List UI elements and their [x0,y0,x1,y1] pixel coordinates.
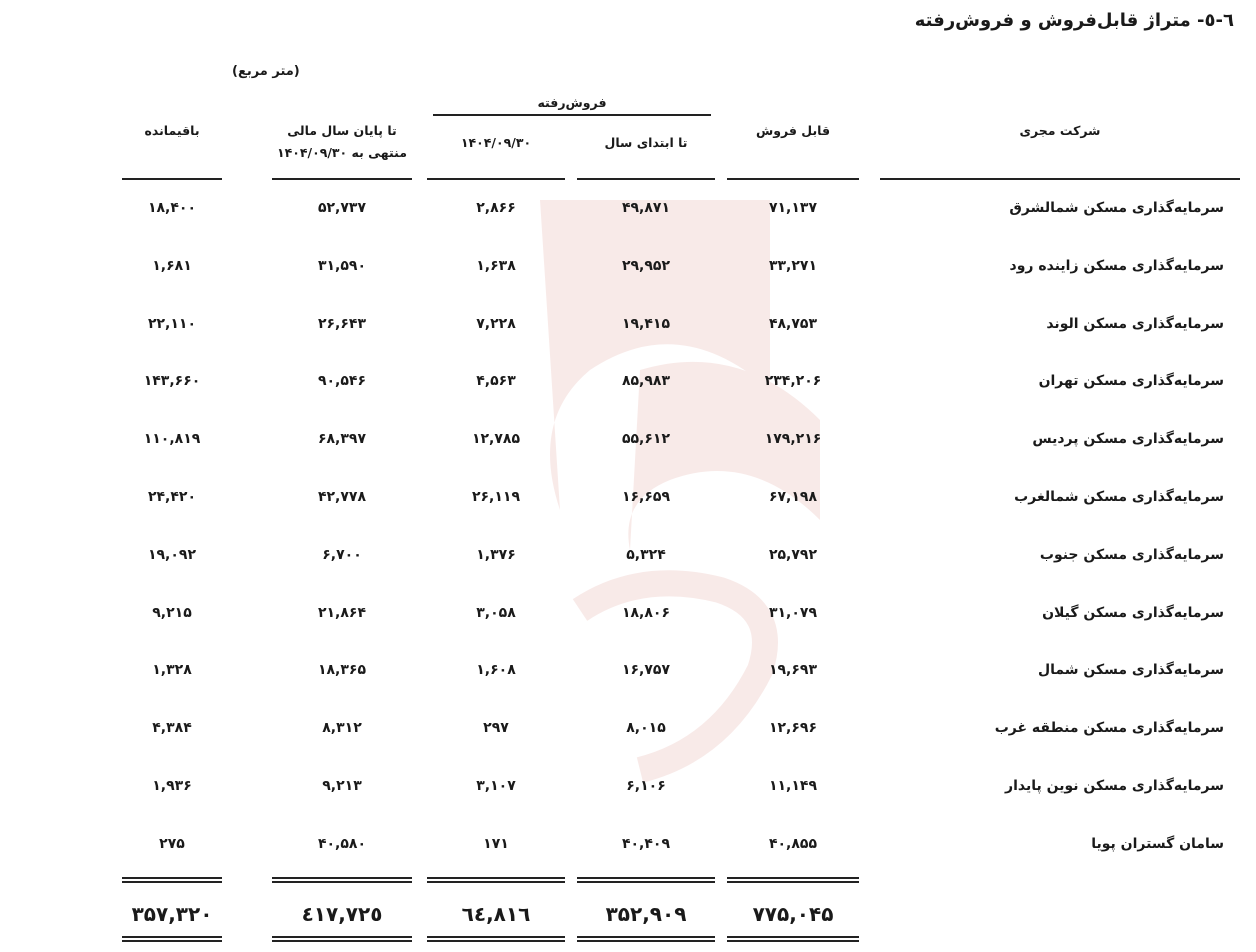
total-rule-period [427,877,565,883]
company-name: سرمایه‌گذاری مسکن شمال [1037,662,1224,679]
sold-start-value: ۱۶,۷۵۷ [621,662,671,679]
sold-end-value: ۳۱,۵۹۰ [317,257,367,274]
table-row [0,298,1256,356]
bottom-rule-period [427,936,565,942]
sold-start-header: تا ابتدای سال [604,135,688,150]
table-row [0,355,1256,413]
sellable-value: ۴۸,۷۵۳ [768,315,818,332]
table-row [0,818,1256,876]
total-sellable: ۷۷۵,۰۴۵ [752,902,834,926]
sold-end-value: ۶,۷۰۰ [322,546,362,563]
sold-start-value: ۱۸,۸۰۶ [621,604,671,621]
company-name: سرمایه‌گذاری مسکن شمالشرق [1009,200,1224,216]
sold-period-value: ۲,۸۶۶ [476,200,516,216]
sellable-value: ۶۷,۱۹۸ [768,488,818,505]
sold-start-value: ۶,۱۰۶ [626,777,666,794]
table-row [0,413,1256,471]
company-name: سرمایه‌گذاری مسکن نوین پایدار [1005,777,1224,794]
sold-period-value: ۱۲,۷۸۵ [471,431,521,448]
sold-end-value: ۸,۳۱۲ [322,720,362,737]
company-name: سرمایه‌گذاری مسکن شمالغرب [1014,488,1224,505]
remaining-value: ۲۲,۱۱۰ [147,315,197,332]
end-header-line2: منتهی به ۱۴۰۴/۰۹/۳۰ [277,145,407,160]
sellable-value: ۴۰,۸۵۵ [768,835,818,852]
sold-start-value: ۵,۳۲۴ [626,546,666,563]
sold-end-value: ۶۸,۳۹۷ [317,431,367,448]
table-row [0,471,1256,529]
remaining-value: ۱,۶۸۱ [152,257,192,274]
remaining-header: باقیمانده [144,123,200,138]
table-row [0,587,1256,645]
table-row [0,702,1256,760]
table-row [0,760,1256,818]
remaining-value: ۱۱۰,۸۱۹ [143,431,201,448]
remaining-value: ۱۴۳,۶۶۰ [143,373,201,390]
remaining-value: ۱,۳۲۸ [152,662,192,679]
bottom-rule-sellable [727,936,859,942]
total-rule-start [577,877,715,883]
sold-group-header: فروش‌رفته [537,95,607,110]
sold-period-value: ۱,۳۷۶ [476,546,516,563]
remaining-value: ۴,۳۸۴ [152,720,192,737]
company-name: سرمایه‌گذاری مسکن منطقه غرب [994,720,1224,737]
table-row [0,240,1256,298]
sold-period-value: ۱۷۱ [483,835,509,852]
sold-start-value: ۱۹,۴۱۵ [621,315,671,332]
sold-period-value: ۷,۲۲۸ [476,315,516,332]
sold-start-value: ۴۹,۸۷۱ [621,200,671,216]
sellable-value: ۷۱,۱۳۷ [768,200,818,216]
sold-end-value: ۴۰,۵۸۰ [317,835,367,852]
sold-end-value: ۱۸,۳۶۵ [317,662,367,679]
total-rule-end [272,877,412,883]
sold-end-value: ۵۲,۷۳۷ [317,200,367,216]
end-of-year-header [272,120,412,164]
unit-label: (متر مربع) [232,64,300,79]
sold-period-value: ۲۹۷ [483,720,509,737]
header-divider-sellable [727,178,859,180]
sold-period-value: ۲۶,۱۱۹ [471,488,521,505]
sold-end-value: ۹۰,۵۴۶ [317,373,367,390]
sellable-value: ۱۹,۶۹۳ [768,662,818,679]
sold-start-value: ۸,۰۱۵ [626,720,666,737]
total-rule-remaining [122,877,222,883]
bottom-rule-remaining [122,936,222,942]
bottom-rule-end [272,936,412,942]
company-name: سرمایه‌گذاری مسکن جنوب [1039,546,1224,563]
total-rule-sellable [727,877,859,883]
sellable-header: قابل فروش [755,123,831,138]
total-period: ٦٤,٨١٦ [461,902,531,926]
company-name: سرمایه‌گذاری مسکن تهران [1038,373,1224,390]
total-remaining: ۳۵۷,۳۲۰ [131,902,213,926]
sold-period-value: ۴,۵۶۳ [476,373,516,390]
sold-period-value: ۱,۶۳۸ [476,257,516,274]
remaining-value: ۱۸,۴۰۰ [147,200,197,216]
sold-start-value: ۴۰,۴۰۹ [621,835,671,852]
sold-end-value: ۹,۲۱۳ [322,777,362,794]
company-name: سرمایه‌گذاری مسکن زاینده رود [1009,257,1224,274]
company-name: سامان گستران پویا [1091,835,1224,852]
sold-start-value: ۱۶,۶۵۹ [621,488,671,505]
sold-period-value: ۳,۰۵۸ [476,604,516,621]
sold-end-value: ۲۱,۸۶۴ [317,604,367,621]
header-divider-end [272,178,412,180]
remaining-value: ۲۷۵ [159,835,185,852]
table-body [0,182,1256,876]
sold-period-value: ۱,۶۰۸ [476,662,516,679]
remaining-value: ۱,۹۳۶ [152,777,192,794]
company-name: سرمایه‌گذاری مسکن پردیس [1032,431,1224,448]
sellable-value: ۱۱,۱۴۹ [768,777,818,794]
remaining-value: ۲۴,۴۲۰ [147,488,197,505]
remaining-value: ۹,۲۱۵ [152,604,192,621]
sold-start-value: ۵۵,۶۱۲ [621,431,671,448]
sold-period-value: ۳,۱۰۷ [476,777,516,794]
company-name: سرمایه‌گذاری مسکن الوند [1046,315,1224,332]
remaining-value: ۱۹,۰۹۲ [147,546,197,563]
header-divider-remaining [122,178,222,180]
header-divider-period [427,178,565,180]
sold-end-value: ۴۲,۷۷۸ [317,488,367,505]
sellable-value: ۲۵,۷۹۲ [768,546,818,563]
sold-start-value: ۸۵,۹۸۳ [621,373,671,390]
header-divider-start [577,178,715,180]
table-row [0,644,1256,702]
group-underline [433,114,711,116]
sellable-value: ۲۳۴,۲۰۶ [764,373,822,390]
sold-period-header: ۱۴۰۴/۰۹/۳۰ [460,135,532,150]
total-end: ٤١٧,٧٢٥ [301,902,383,926]
sellable-value: ۱۲,۶۹۶ [768,720,818,737]
sellable-value: ۳۳,۲۷۱ [768,257,818,274]
table-row [0,529,1256,587]
sold-start-value: ۲۹,۹۵۲ [621,257,671,274]
sold-end-value: ۲۶,۶۴۳ [317,315,367,332]
bottom-rule-start [577,936,715,942]
total-start: ۳۵۲,۹۰۹ [605,902,687,926]
header-divider-company [880,178,1240,180]
sellable-value: ۱۷۹,۲۱۶ [764,431,822,448]
section-title: ٦-٥- متراژ قابل‌فروش و فروش‌رفته [914,10,1234,31]
company-name: سرمایه‌گذاری مسکن گیلان [1042,604,1224,621]
table-row [0,182,1256,240]
sellable-value: ۳۱,۰۷۹ [768,604,818,621]
end-header-line1: تا پایان سال مالی [287,123,397,138]
company-header: شرکت مجری [1019,123,1101,138]
